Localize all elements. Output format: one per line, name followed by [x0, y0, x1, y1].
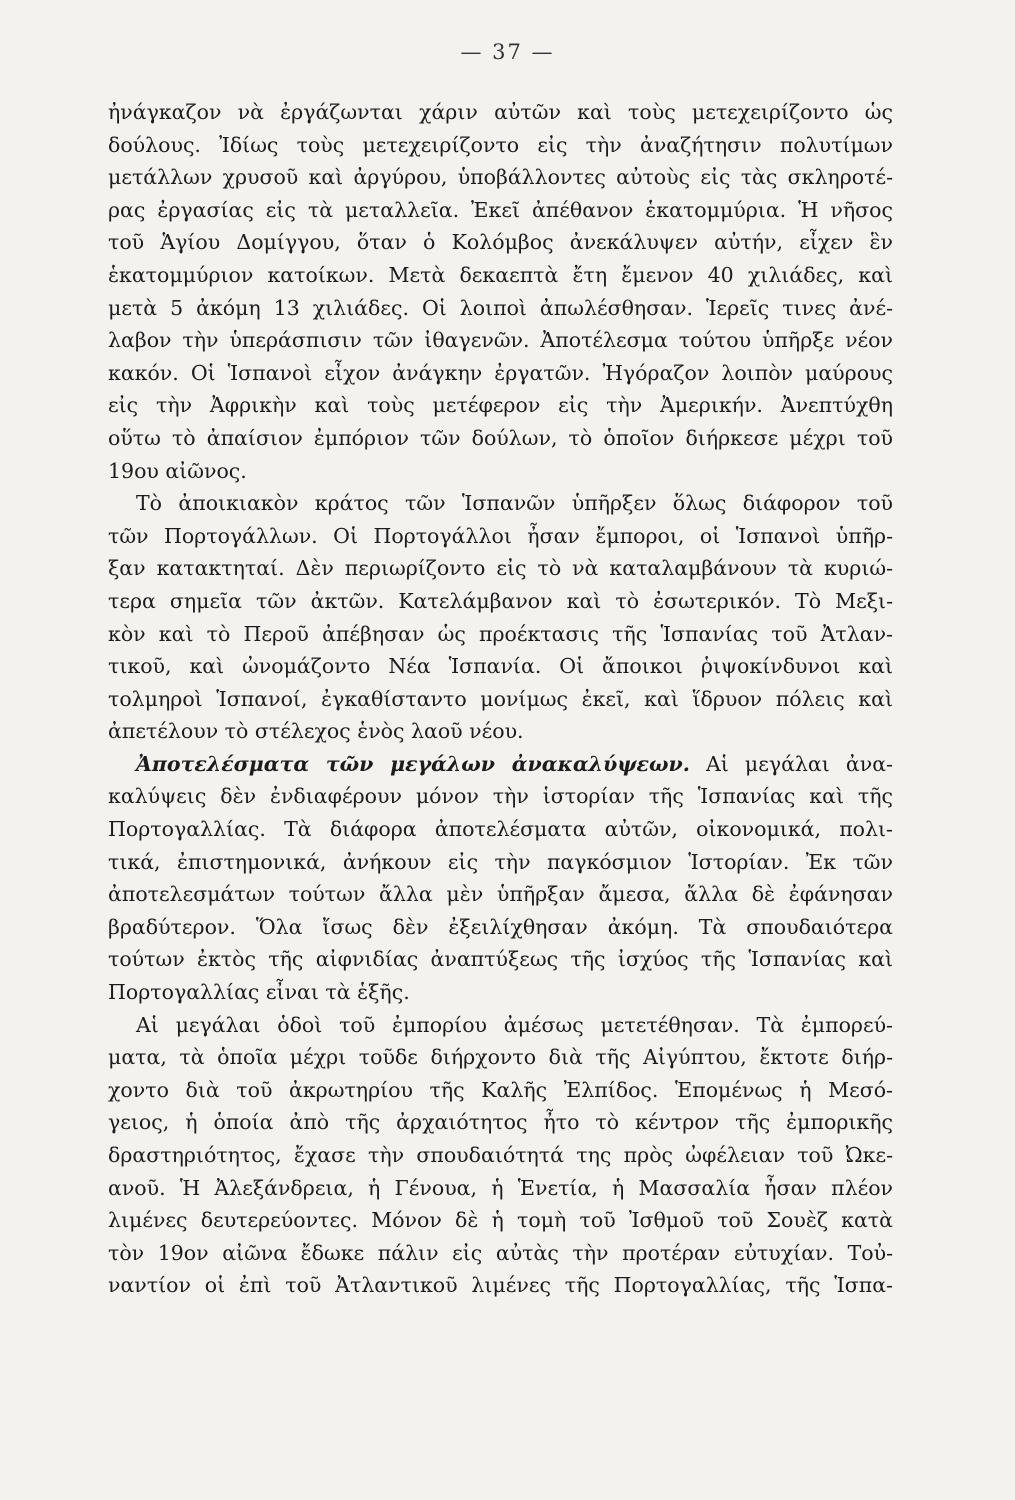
heading-line-rest: Αἱ μεγάλαι ἀνα- [705, 751, 893, 776]
text-line: ματα, τὰ ὁποῖα μέχρι τοῦδε διήρχοντο διὰ τῆς Αἰγύπτου, ἔκτοτε διήρ- [108, 1045, 893, 1070]
text-line: ανοῦ. Ἡ Ἀλεξάνδρεια, ἡ Γένουα, ἡ Ἑνετία, ἡ Μασσαλία ἦσαν πλέον [108, 1175, 893, 1200]
text-line: τούτων ἐκτὸς τῆς αἰφνιδίας ἀναπτύξεως τῆς ἰσχύος τῆς Ἱσπανίας καὶ [108, 947, 893, 972]
text-line: γειος, ἡ ὁποία ἀπὸ τῆς ἀρχαιότητος ἦτο τὸ κέντρον τῆς ἐμπορικῆς [108, 1110, 893, 1135]
text-line: οὕτω τὸ ἀπαίσιον ἐμπόριον τῶν δούλων, τὸ ὁποῖον διήρκεσε μέχρι τοῦ [108, 425, 893, 450]
text-line: βραδύτερον. Ὅλα ἴσως δὲν ἐξειλίχθησαν ἀκόμη. Τὰ σπουδαιότερα [108, 914, 893, 939]
page-body [108, 96, 893, 1302]
text-line: εἰς τὴν Ἀφρικὴν καὶ τοὺς μετέφερον εἰς τὴν Ἀμερικήν. Ἀνεπτύχθη [108, 393, 893, 418]
section-heading: Ἀποτελέσματα τῶν μεγάλων ἀνακαλύψεων. [136, 751, 690, 776]
paragraph [108, 748, 893, 1009]
text-line: ἠνάγκαζον νὰ ἐργάζωνται χάριν αὐτῶν καὶ τοὺς μετεχειρίζοντο ὡς [108, 100, 893, 124]
text-line: τολμηροὶ Ἱσπανοί, ἐγκαθίσταντο μονίμως ἐκεῖ, καὶ ἵδρυον πόλεις καὶ [108, 686, 893, 711]
text-line: ξαν κατακτηταί. Δὲν περιωρίζοντο εἰς τὸ νὰ καταλαμβάνουν τὰ κυριώ- [108, 556, 893, 581]
text-line: κακόν. Οἱ Ἱσπανοὶ εἶχον ἀνάγκην ἐργατῶν. Ἠγόραζον λοιπὸν μαύρους [108, 360, 893, 385]
text-line [108, 748, 893, 781]
paragraph [108, 96, 893, 487]
text-line: τοῦ Ἁγίου Δομίγγου, ὅταν ὁ Κολόμβος ἀνεκάλυψεν αὐτήν, εἶχεν ἓν [108, 230, 893, 255]
text-line: τικά, ἐπιστημονικά, ἀνήκουν εἰς τὴν παγκόσμιον Ἱστορίαν. Ἐκ τῶν [108, 849, 893, 874]
text-line: δραστηριότητος, ἔχασε τὴν σπουδαιότητά της πρὸς ὠφέλειαν τοῦ Ὠκε- [108, 1143, 893, 1167]
text-line: 19ου αἰῶνος. [108, 458, 247, 483]
text-line: δούλους. Ἰδίως τοὺς μετεχειρίζοντο εἰς τὴν ἀναζήτησιν πολυτίμων [108, 132, 893, 157]
text-line: ἑκατομμύριον κατοίκων. Μετὰ δεκαεπτὰ ἔτη ἔμενον 40 χιλιάδες, καὶ [108, 262, 893, 287]
text-line: ἀπετέλουν τὸ στέλεχος ἑνὸς λαοῦ νέου. [108, 719, 524, 744]
text-line: τῶν Πορτογάλλων. Οἱ Πορτογάλλοι ἦσαν ἔμποροι, οἱ Ἱσπανοὶ ὑπῆρ- [108, 523, 893, 548]
paragraph [108, 1009, 893, 1302]
text-line: τὸν 19ον αἰῶνα ἔδωκε πάλιν εἰς αὐτὰς τὴν προτέραν εὐτυχίαν. Τοὐ- [108, 1240, 893, 1265]
text-line: λιμένες δευτερεύοντες. Μόνον δὲ ἡ τομὴ τοῦ Ἰσθμοῦ τοῦ Σουὲζ κατὰ [108, 1208, 893, 1233]
text-line: τικοῦ, καὶ ὠνομάζοντο Νέα Ἱσπανία. Οἱ ἄποικοι ῥιψοκίνδυνοι καὶ [108, 654, 893, 679]
text-line: μετὰ 5 ἀκόμη 13 χιλιάδες. Οἱ λοιποὶ ἀπωλέσθησαν. Ἱερεῖς τινες ἀνέ- [108, 295, 893, 320]
text-line: Πορτογαλλίας εἶναι τὰ ἑξῆς. [108, 980, 410, 1005]
text-line: Αἱ μεγάλαι ὁδοὶ τοῦ ἐμπορίου ἀμέσως μετετέθησαν. Τὰ ἐμπορεύ- [136, 1012, 893, 1037]
text-line: τερα σημεῖα τῶν ἀκτῶν. Κατελάμβανον καὶ τὸ ἐσωτερικόν. Τὸ Μεξι- [108, 588, 893, 613]
paragraph [108, 487, 893, 748]
text-line: μετάλλων χρυσοῦ καὶ ἀργύρου, ὑποβάλλοντες αὐτοὺς εἰς τὰς σκληροτέ- [108, 165, 893, 190]
text-line: ρας ἐργασίας εἰς τὰ μεταλλεῖα. Ἐκεῖ ἀπέθανον ἑκατομμύρια. Ἡ νῆσος [108, 197, 893, 222]
text-line: Τὸ ἀποικιακὸν κράτος τῶν Ἱσπανῶν ὑπῆρξεν ὅλως διάφορον τοῦ [136, 491, 893, 516]
text-line: ναντίον οἱ ἐπὶ τοῦ Ἀτλαντικοῦ λιμένες τῆς Πορτογαλλίας, τῆς Ἱσπα- [108, 1273, 893, 1298]
text-line: κὸν καὶ τὸ Περοῦ ἀπέβησαν ὡς προέκτασις τῆς Ἱσπανίας τοῦ Ἀτλαν- [108, 621, 893, 646]
text-line: ἀποτελεσμάτων τούτων ἄλλα μὲν ὑπῆρξαν ἄμεσα, ἄλλα δὲ ἐφάνησαν [108, 882, 893, 907]
text-line: Πορτογαλλίας. Τὰ διάφορα ἀποτελέσματα αὐτῶν, οἰκονομικά, πολι- [108, 817, 893, 842]
page-number: — 37 — [460, 40, 555, 64]
text-line: λαβον τὴν ὑπεράσπισιν τῶν ἰθαγενῶν. Ἀποτέλεσμα τούτου ὑπῆρξε νέον [108, 328, 893, 353]
text-line: χοντο διὰ τοῦ ἀκρωτηρίου τῆς Καλῆς Ἐλπίδος. Ἑπομένως ἡ Μεσό- [108, 1077, 893, 1102]
text-line: καλύψεις δὲν ἐνδιαφέρουν μόνον τὴν ἱστορίαν τῆς Ἱσπανίας καὶ τῆς [108, 784, 893, 809]
